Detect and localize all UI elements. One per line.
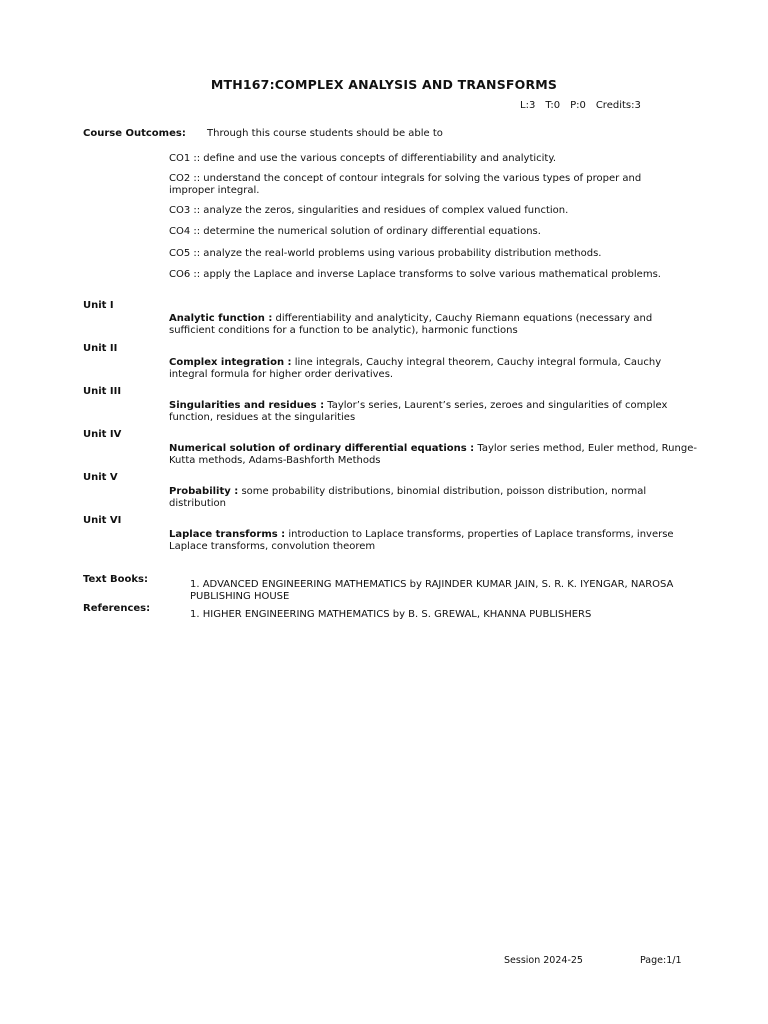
unit-content [169,357,697,381]
unit-text: Taylor series method, Euler method, Runge-Kutta methods, Adams-Bashforth Methods [169,443,697,466]
unit-label: Unit II [83,343,118,354]
session-label: Session 2024-25 [504,955,583,966]
unit-label: Unit I [83,300,114,311]
unit-text: introduction to Laplace transforms, properties of Laplace transforms, inverse Laplace transforms, convolution theorem [169,529,674,552]
unit-heading: Complex integration : [169,357,292,368]
unit-heading: Singularities and residues : [169,400,325,411]
co-item-5: CO5 :: analyze the real-world problems using various probability distribution methods. [169,248,602,259]
page-number: Page:1/1 [640,955,682,966]
ltpc-line [520,100,651,111]
unit-heading: Probability : [169,486,239,497]
unit-heading: Analytic function : [169,313,273,324]
unit-heading: Laplace transforms : [169,529,286,540]
unit-label: Unit IV [83,429,122,440]
lecture-hours: L:3 [520,100,536,111]
unit-label: Unit VI [83,515,122,526]
co-item-2: CO2 :: understand the concept of contour integrals for solving the various types of proper and improper integral. [169,173,642,196]
reference-item: 1. HIGHER ENGINEERING MATHEMATICS by B. S. GREWAL, KHANNA PUBLISHERS [190,609,592,620]
unit-heading: Numerical solution of ordinary differential equations : [169,443,475,454]
unit-text: Taylor’s series, Laurent’s series, zeroes and singularities of complex function, residues at the singularities [169,400,668,423]
tutorial-hours: T:0 [545,100,561,111]
unit-text: some probability distributions, binomial distribution, poisson distribution, normal distribution [169,486,647,509]
unit-label: Unit III [83,386,122,397]
co-item-3: CO3 :: analyze the zeros, singularities and residues of complex valued function. [169,205,569,216]
unit-text: differentiability and analyticity, Cauchy Riemann equations (necessary and sufficient conditions for a function to be analytic), harmonic functions [169,313,653,336]
course-outcomes-intro: Through this course students should be able to [207,128,443,139]
co-item-6: CO6 :: apply the Laplace and inverse Laplace transforms to solve various mathematical problems. [169,269,661,280]
course-title: MTH167:COMPLEX ANALYSIS AND TRANSFORMS [210,77,558,92]
co-item-1: CO1 :: define and use the various concepts of differentiability and analyticity. [169,153,557,164]
unit-label: Unit V [83,472,118,483]
co-item-4: CO4 :: determine the numerical solution of ordinary differential equations. [169,226,541,237]
practical-hours: P:0 [570,100,586,111]
unit-text: line integrals, Cauchy integral theorem, Cauchy integral formula, Cauchy integral formula for higher order derivatives. [169,357,662,380]
course-outcomes-label: Course Outcomes: [83,128,186,139]
references-label: References: [83,603,151,614]
unit-content [169,443,697,467]
text-book-item: 1. ADVANCED ENGINEERING MATHEMATICS by RAJINDER KUMAR JAIN, S. R. K. IYENGAR, NAROSA PUBLISHING HOUSE [190,579,674,602]
unit-content [169,313,697,337]
text-books-label: Text Books: [83,574,148,585]
credits: Credits:3 [595,100,641,111]
unit-content [169,400,697,424]
unit-content [169,486,697,510]
unit-content [169,529,697,553]
